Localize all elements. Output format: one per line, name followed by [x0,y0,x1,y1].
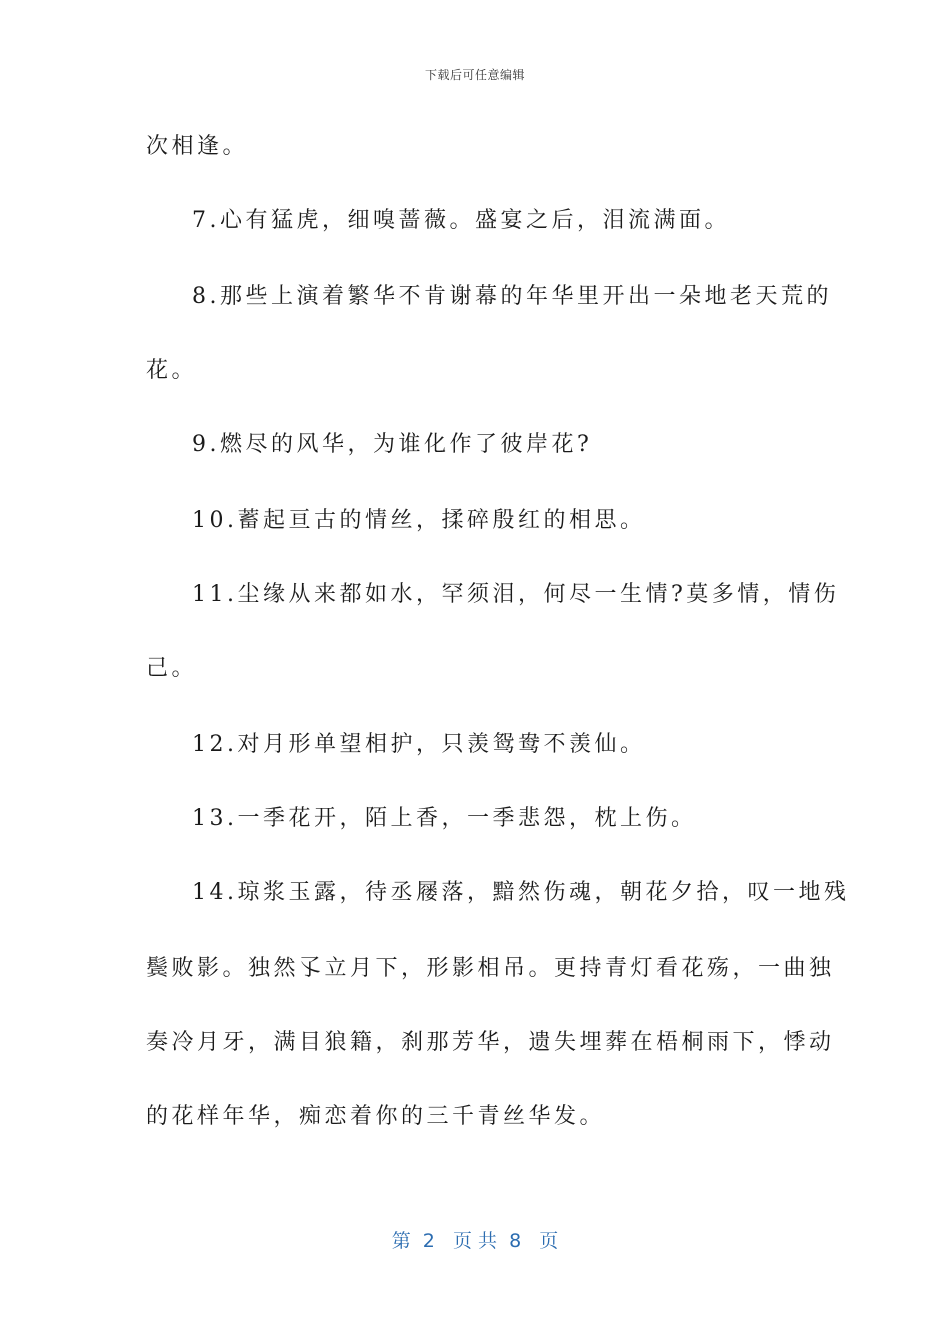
text-line: 12.对月形单望相护，只羡鸳鸯不羡仙。 [192,732,646,757]
text-line: 10.蓄起亘古的情丝，揉碎殷红的相思。 [192,508,646,533]
page-number-footer: 第 2 页 共 8 页 [391,1230,559,1252]
text-line: 8.那些上演着繁华不肯谢幕的年华里开出一朵地老天荒的 [192,284,832,309]
text-line: 13.一季花开，陌上香，一季悲怨，枕上伤。 [192,806,697,831]
text-line: 次相逢。 [146,134,249,159]
text-line: 奏冷月牙，满目狼籍，刹那芳华，遗失埋葬在梧桐雨下，悸动 [146,1030,835,1055]
text-line: 鬓败影。独然孓立月下，形影相吊。更持青灯看花殇，一曲独 [146,956,835,981]
text-line: 7.心有猛虎，细嗅蔷薇。盛宴之后，泪流满面。 [192,208,730,233]
text-line: 11.尘缘从来都如水，罕须泪，何尽一生情?莫多情，情伤 [192,582,840,607]
text-line: 的花样年华，痴恋着你的三千青丝华发。 [146,1104,606,1129]
text-line: 14.琼浆玉露，待丞屦落，黯然伤魂，朝花夕拾，叹一地残 [192,880,850,905]
text-line: 9.燃尽的风华，为谁化作了彼岸花? [192,432,593,457]
text-line: 己。 [146,656,198,681]
text-line: 花。 [146,358,198,383]
page-header: 下载后可任意编辑 [424,68,525,82]
